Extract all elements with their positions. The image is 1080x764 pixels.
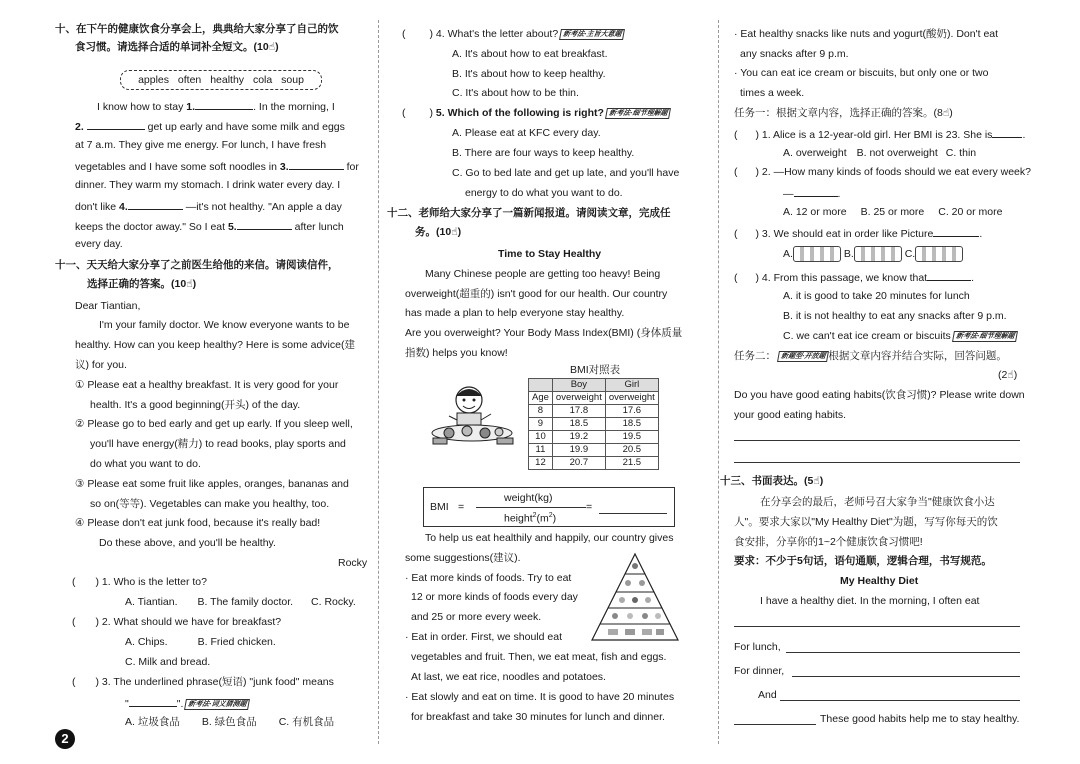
passage-line-6: don't like 4. —it's not healthy. "An apple a day <box>75 198 342 214</box>
suggestion-1b: 12 or more kinds of foods every day <box>411 591 578 603</box>
tag-badge: 新题型·开放题 <box>777 351 829 362</box>
thumb-icon: ☝ <box>186 278 193 290</box>
table-cell: 19.2 <box>552 431 605 444</box>
essay-write-line[interactable] <box>792 676 1020 677</box>
table-row <box>529 431 659 444</box>
suggestion-5b: times a week. <box>740 87 805 99</box>
task-1-question-1: ( ) 1. Alice is a 12-year-old girl. Her BMI is 23. She is . <box>734 126 1025 142</box>
section-10-title: 十、在下午的健康饮食分享会上，典典给大家分享了自己的饮 <box>55 23 339 35</box>
suggestion-2c: At last, we eat rice, noodles and potatoes. <box>411 671 606 683</box>
question-4: ( ) 4. What's the letter about? 新考法·主旨大意题 <box>402 27 625 41</box>
table-cell: overweight <box>605 392 658 405</box>
blank-1[interactable] <box>195 98 253 110</box>
section-12-title: 十二、老师给大家分享了一篇新闻报道。请阅读文章，完成任 <box>387 207 671 219</box>
advice-2: ② Please go to bed early and get up early. If you sleep well, <box>75 418 353 430</box>
column-divider-2 <box>718 20 719 744</box>
formula-answer-line[interactable] <box>599 513 667 514</box>
essay-line-3: For dinner, <box>734 665 785 677</box>
writing-instruction-3: 食安排，分享你的1~2个健康饮食习惯吧! <box>734 536 923 548</box>
task-1-question-2: ( ) 2. —How many kinds of foods should we eat every week? <box>734 166 1031 178</box>
passage-line-1: I know how to stay 1. . In the morning, I <box>97 98 335 114</box>
option-b[interactable]: B. Fried chicken. <box>197 636 276 648</box>
task-1-question-3-options <box>783 244 963 264</box>
column-left <box>55 0 370 764</box>
advice-2c: do what you want to do. <box>90 458 201 470</box>
blank-2[interactable] <box>87 118 145 130</box>
section-13-title: 十三、书面表达。(5☝) <box>720 475 824 487</box>
table-cell: 8 <box>529 405 553 418</box>
picture-c-icon <box>915 246 963 262</box>
writing-instruction-1: 在分享会的最后，老师号召大家争当"健康饮食小达 <box>760 496 995 508</box>
bmi-formula-box <box>423 487 675 527</box>
section-10-title-2: 食习惯。请选择合适的单词补全短文。(10☝) <box>75 41 279 53</box>
question-1-options <box>125 595 356 609</box>
thumb-icon: ☝ <box>1007 369 1014 381</box>
suggestion-1c: and 25 or more every week. <box>411 611 542 623</box>
question-5: ( ) 5. Which of the following is right? 新考法·细节理解题 <box>402 106 670 120</box>
table-header <box>529 379 553 392</box>
table-cell: 19.9 <box>552 444 605 457</box>
table-row <box>529 405 659 418</box>
question-5-option-c[interactable]: C. Go to bed late and get up late, and you'll have <box>452 167 680 179</box>
blank-t1[interactable] <box>992 126 1022 138</box>
option-b[interactable]: B. 25 or more <box>860 206 925 218</box>
question-5-option-a[interactable]: A. Please eat at KFC every day. <box>452 127 601 139</box>
task-1-question-2-options <box>783 205 1002 219</box>
task-1-question-4-option-a[interactable]: A. it is good to take 20 minutes for lunch <box>783 290 970 302</box>
picture-b-icon <box>854 246 902 262</box>
table-cell: 17.6 <box>605 405 658 418</box>
table-cell: 11 <box>529 444 553 457</box>
letter-closing: Do these above, and you'll be healthy. <box>99 537 276 549</box>
tag-badge: 新考法·细节理解题 <box>952 331 1018 342</box>
essay-line-1: I have a healthy diet. In the morning, I often eat <box>760 595 980 607</box>
formula-numerator: weight(kg) <box>504 492 553 504</box>
option-a[interactable]: A. overweight <box>783 147 847 159</box>
table-header: Boy <box>552 379 605 392</box>
table-header: Girl <box>605 379 658 392</box>
question-1: ( ) 1. Who is the letter to? <box>72 576 207 588</box>
option-b[interactable]: B. 绿色食品 <box>201 716 257 728</box>
bmi-table-title: BMI对照表 <box>570 364 621 376</box>
task-1-question-4: ( ) 4. From this passage, we know that . <box>734 269 974 285</box>
tag-badge: 新考法·主旨大意题 <box>559 29 625 40</box>
suggestion-2a: · Eat in order. First, we should eat <box>405 631 562 643</box>
task-2-points: (2☝) <box>998 369 1018 381</box>
suggestion-5a: · You can eat ice cream or biscuits, but only one or two <box>734 67 989 79</box>
task-1-question-4-option-c: C. we can't eat ice cream or biscuits 新考法·细节理解题 <box>783 329 1017 343</box>
option-b[interactable]: B. <box>843 248 854 260</box>
thumb-icon: ☝ <box>268 41 276 53</box>
article-line-4: Are you overweight? Your Body Mass Index(BMI) (身体质量 <box>405 327 683 339</box>
option-a[interactable]: A. 垃圾食品 <box>125 716 180 728</box>
formula-equals: = <box>458 501 465 513</box>
option-c[interactable]: C. thin <box>945 147 977 159</box>
thumb-icon: ☝ <box>942 107 950 119</box>
option-c[interactable]: C. 有机食品 <box>278 716 335 728</box>
question-3-blank: " ". 新考法·词义猜测题 <box>125 695 250 711</box>
tag-badge: 新考法·词义猜测题 <box>184 699 250 710</box>
answer-line[interactable] <box>734 440 1020 441</box>
advice-1: ① Please eat a healthy breakfast. It is very good for your <box>75 379 339 391</box>
table-cell: 10 <box>529 431 553 444</box>
option-c[interactable]: C. Rocky. <box>311 596 356 608</box>
question-5-option-b[interactable]: B. There are four ways to keep healthy. <box>452 147 635 159</box>
answer-line[interactable] <box>734 462 1020 463</box>
task-1-question-2-blank: — . <box>783 185 840 201</box>
essay-write-line[interactable] <box>734 724 816 725</box>
question-4-option-a[interactable]: A. It's about how to eat breakfast. <box>452 48 608 60</box>
table-cell: 19.5 <box>605 431 658 444</box>
advice-2b: you'll have energy(精力) to read books, play sports and <box>90 438 346 450</box>
article-line-1: Many Chinese people are getting too heavy! Being <box>425 268 661 280</box>
column-middle <box>385 0 705 764</box>
word-bank: apples often healthy cola soup <box>120 70 322 90</box>
table-row <box>529 457 659 470</box>
suggestion-intro-2: some suggestions(建议). <box>405 552 521 564</box>
letter-line-1: I'm your family doctor. We know everyone wants to be <box>99 319 350 331</box>
writing-instruction-2: 人"。要求大家以"My Healthy Diet"为题，写写你每天的饮 <box>734 516 998 528</box>
task-1-title: 任务一：根据文章内容，选择正确的答案。(8☝) <box>734 107 953 119</box>
thumb-icon: ☝ <box>813 475 820 487</box>
question-4-option-b[interactable]: B. It's about how to keep healthy. <box>452 68 606 80</box>
option-a[interactable]: A. 12 or more <box>783 206 847 218</box>
fraction-bar <box>476 507 586 508</box>
formula-denominator: $height^2(m^2)$ <box>504 512 557 525</box>
essay-write-line[interactable] <box>786 652 1020 653</box>
table-row <box>529 418 659 431</box>
section-11-title-2: 选择正确的答案。(10☝) <box>87 278 197 290</box>
essay-line-4: And <box>758 689 777 701</box>
suggestion-4b: any snacks after 9 p.m. <box>740 48 849 60</box>
table-cell: 17.8 <box>552 405 605 418</box>
passage-line-3: at 7 a.m. They give me energy. For lunch, I have fresh <box>75 139 327 151</box>
essay-line-2: For lunch, <box>734 641 781 653</box>
table-row <box>529 444 659 457</box>
option-b[interactable]: B. The family doctor. <box>197 596 294 608</box>
tag-badge: 新考法·细节理解题 <box>605 108 671 119</box>
article-title: Time to Stay Healthy <box>498 248 602 260</box>
section-11-title: 十一、天天给大家分享了之前医生给他的来信。请阅读信件， <box>55 259 339 271</box>
task-1-question-4-option-b[interactable]: B. it is not healthy to eat any snacks after 9 p.m. <box>783 310 1007 322</box>
question-2-option-c[interactable]: C. Milk and bread. <box>125 656 211 668</box>
advice-4: ④ Please don't eat junk food, because it's really bad! <box>75 517 321 529</box>
table-row <box>529 392 659 405</box>
task-2-title: 任务二： 新题型·开放题 根据文章内容并结合实际，回答问题。 <box>734 350 1007 362</box>
table-cell: 20.5 <box>605 444 658 457</box>
advice-1b: health. It's a good beginning(开头) of the day. <box>90 399 301 411</box>
suggestion-2b: vegetables and fruit. Then, we eat meat, fish and eggs. <box>411 651 667 663</box>
table-cell: 18.5 <box>605 418 658 431</box>
page-number: 2 <box>55 729 75 749</box>
option-a[interactable]: A. <box>783 248 793 260</box>
blank-t3[interactable] <box>933 225 979 237</box>
question-4-option-c[interactable]: C. It's about how to be thin. <box>452 87 579 99</box>
formula-equals-2: = <box>586 501 593 513</box>
option-c[interactable]: C. <box>904 248 916 260</box>
table-cell: 21.5 <box>605 457 658 470</box>
column-divider-1 <box>378 20 379 744</box>
question-2-options <box>125 635 276 649</box>
passage-line-8: every day. <box>75 238 123 250</box>
passage-line-2: 2. get up early and have some milk and eggs <box>75 118 345 134</box>
essay-line-5: These good habits help me to stay healthy. <box>820 713 1020 725</box>
task-2-question-2: your good eating habits. <box>734 409 847 421</box>
suggestion-1a: · Eat more kinds of foods. Try to eat <box>405 572 572 584</box>
suggestion-3a: · Eat slowly and eat on time. It is good to have 20 minutes <box>405 691 675 703</box>
picture-a-icon <box>793 246 841 262</box>
question-5-option-c-2: energy to do what you want to do. <box>465 187 623 199</box>
food-pyramid-illustration <box>590 552 680 644</box>
suggestion-4a: · Eat healthy snacks like nuts and yogurt(酸奶). Don't eat <box>734 28 999 40</box>
thumb-icon: ☝ <box>451 226 458 238</box>
task-2-question: Do you have good eating habits(饮食习惯)? Please write down <box>734 389 1025 401</box>
column-right <box>720 0 1030 764</box>
blank-junk-food[interactable] <box>129 695 177 707</box>
option-c[interactable]: C. 20 or more <box>938 206 1003 218</box>
table-cell: 20.7 <box>552 457 605 470</box>
section-12-title-2: 务。(10☝) <box>415 226 462 238</box>
passage-line-7: keeps the doctor away." So I eat 5. after lunch <box>75 218 344 234</box>
article-line-3: has made a plan to help everyone stay healthy. <box>405 307 625 319</box>
article-line-5: 指数) helps you know! <box>405 347 508 359</box>
essay-write-line[interactable] <box>780 700 1020 701</box>
table-cell: Age <box>529 392 553 405</box>
blank-t4[interactable] <box>927 269 971 281</box>
question-2: ( ) 2. What should we have for breakfast? <box>72 616 282 628</box>
blank-5[interactable] <box>237 218 292 230</box>
table-cell: overweight <box>552 392 605 405</box>
option-b[interactable]: B. not overweight <box>856 147 938 159</box>
blank-3[interactable] <box>289 158 344 170</box>
task-1-question-3: ( ) 3. We should eat in order like Picture . <box>734 225 982 241</box>
table-cell: 12 <box>529 457 553 470</box>
bmi-table <box>528 378 659 470</box>
article-line-2: overweight(超重的) isn't good for our health. Our country <box>405 288 668 300</box>
essay-title: My Healthy Diet <box>840 575 919 587</box>
boy-eating-illustration <box>427 378 527 450</box>
table-cell: 18.5 <box>552 418 605 431</box>
writing-requirements: 要求：不少于5句话，语句通顺，逻辑合理，书写规范。 <box>734 555 992 567</box>
bmi-label: BMI <box>430 501 449 513</box>
table-cell: 9 <box>529 418 553 431</box>
letter-line-2: healthy. How can you keep healthy? Here is some advice(建 <box>75 339 355 351</box>
passage-line-4: vegetables and I have some soft noodles in 3. for <box>75 158 359 174</box>
blank-4[interactable] <box>128 198 183 210</box>
option-a[interactable]: A. Tiantian. <box>125 596 178 608</box>
advice-3: ③ Please eat some fruit like apples, oranges, bananas and <box>75 478 349 490</box>
task-1-question-1-options <box>783 146 976 160</box>
question-3-options <box>125 715 334 729</box>
suggestion-3b: for breakfast and take 30 minutes for lunch and dinner. <box>411 711 665 723</box>
option-a[interactable]: A. Chips. <box>125 636 168 648</box>
essay-write-line[interactable] <box>734 626 1020 627</box>
passage-line-5: dinner. They warm my stomach. I drink water every day. I <box>75 179 341 191</box>
table-row <box>529 379 659 392</box>
question-3: ( ) 3. The underlined phrase(短语) "junk food" means <box>72 676 334 688</box>
blank-t2[interactable] <box>794 185 838 197</box>
suggestion-intro: To help us eat healthily and happily, our country gives <box>425 532 674 544</box>
letter-signature: Rocky <box>338 557 368 569</box>
letter-greeting: Dear Tiantian, <box>75 300 141 312</box>
letter-line-3: 议) for you. <box>75 359 127 371</box>
advice-3b: so on(等等). Vegetables can make you healthy, too. <box>90 498 330 510</box>
